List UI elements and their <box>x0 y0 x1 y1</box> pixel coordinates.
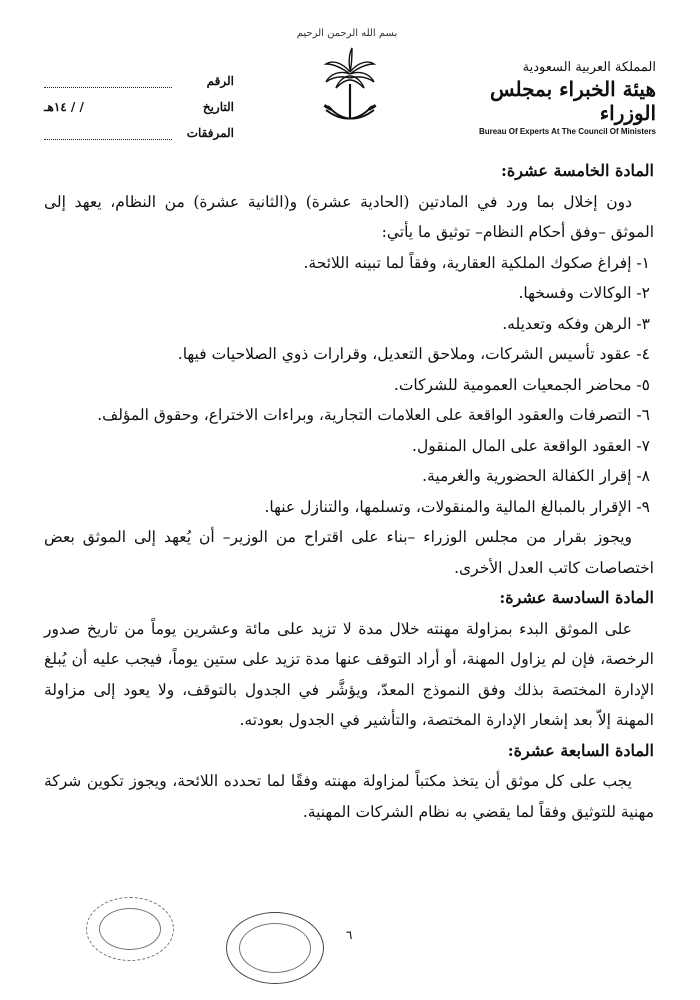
article-15 <box>44 156 654 583</box>
attachments-line <box>44 125 172 140</box>
article-title: المادة السادسة عشرة: <box>499 588 654 607</box>
attachments-label: المرفقات <box>186 126 234 140</box>
article-paragraph: دون إخلال بما ورد في المادتين (الحادية عشرة) و(الثانية عشرة) من النظام، يعهد إلى الموثق –وفق أحكام النظام– توثيق ما يأتي: <box>44 192 654 241</box>
article-closing: ويجوز بقرار من مجلس الوزراء –بناء على اقتراح من الوزير– أن يُعهد إلى الموثق بعض اختصاصات كاتب العدل الأخرى. <box>44 528 654 577</box>
date-label: التاريخ <box>202 100 234 114</box>
organization-block <box>456 60 656 136</box>
list-item: ٣- الرهن وفكه وتعديله. <box>502 314 650 333</box>
list-item: ٩- الإقرار بالمبالغ المالية والمنقولات، وتسلمها، والتنازل عنها. <box>264 497 650 516</box>
country-name: المملكة العربية السعودية <box>522 60 656 75</box>
list-item: ٤- عقود تأسيس الشركات، وملاحق التعديل، وقرارات ذوي الصلاحيات فيها. <box>177 345 650 363</box>
saudi-emblem-icon <box>318 44 382 128</box>
seal-stamp-icon <box>226 912 324 984</box>
date-row <box>44 88 234 114</box>
seal-stamp-icon <box>86 897 174 961</box>
ref-number-row <box>44 62 234 88</box>
list-item: ٨- إقرار الكفالة الحضورية والغرمية. <box>422 467 650 485</box>
list-item: ٦- التصرفات والعقود الواقعة على العلامات التجارية، وبراءات الاختراع، وحقوق المؤلف. <box>97 406 650 424</box>
date-value: / / ١٤هـ <box>44 100 84 114</box>
reference-fields <box>44 62 234 140</box>
article-16 <box>44 583 654 736</box>
list-item: ١- إفراغ صكوك الملكية العقارية، وفقاً لما تبينه اللائحة. <box>303 253 650 272</box>
article-title: المادة السابعة عشرة: <box>507 740 654 760</box>
list-item: ٢- الوكالات وفسخها. <box>518 284 650 302</box>
page-number: ٦ <box>346 928 353 942</box>
article-title: المادة الخامسة عشرة: <box>501 161 654 180</box>
document-body <box>44 156 654 827</box>
letterhead <box>0 28 700 138</box>
article-paragraph: يجب على كل موثق أن يتخذ مكتباً لمزاولة مهنته وفقًا لما تحدده اللائحة، ويجوز تكوين شركة مهنية للتوثيق وفقاً لما يقضي به نظام الشركات المهنية. <box>44 772 654 821</box>
organization-name-en: Bureau Of Experts At The Council Of Ministers <box>478 127 656 136</box>
article-paragraph: على الموثق البدء بمزاولة مهنته خلال مدة لا تزيد على مائة وعشرين يوماً من تاريخ صدور الرخصة، فإن لم يزاول المهنة، أو أراد التوقف عنها مدة تزيد على ستين يوماً، فيجب عليه أن يُبلغ الإدارة المختصة بذلك وفق النموذج المعدّ، ويؤشَّر في الجدول بالتوقف، ولا يعود إلى مزاولة المهنة إلاّ بعد إشعار الإدارة المختصة، والتأشير في الجدول بعودته. <box>44 619 654 729</box>
ref-number-label: الرقم <box>206 74 234 88</box>
ref-number-line <box>44 73 172 88</box>
attachments-row <box>44 114 234 140</box>
organization-name-ar: هيئة الخبراء بمجلس الوزراء <box>489 77 656 125</box>
list-item: ٥- محاضر الجمعيات العمومية للشركات. <box>393 375 650 394</box>
article-17 <box>44 736 654 828</box>
basmala: بسم الله الرحمن الرحيم <box>296 28 398 39</box>
list-item: ٧- العقود الواقعة على المال المنقول. <box>412 436 650 455</box>
